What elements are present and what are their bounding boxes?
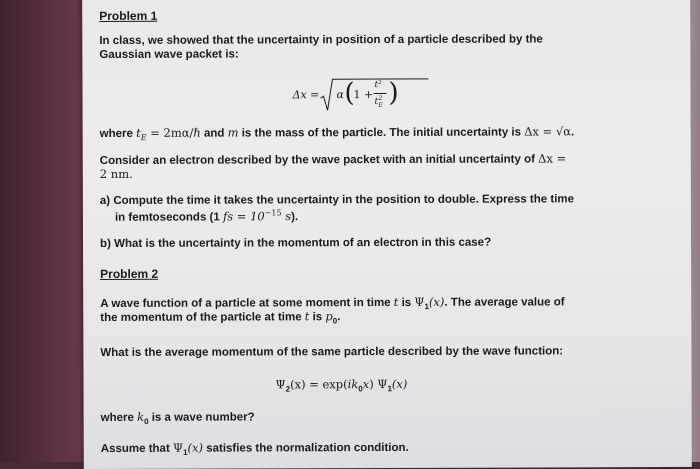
problem-2-line-1: A wave function of a particle at some moment in time t is $\Psi_1(x)$. The average value of xyxy=(100,294,565,312)
formula-lhs: Δx = xyxy=(292,88,320,102)
uncertainty-formula xyxy=(292,76,442,117)
problem-1-where-line: where $t_E$ = 2mα/ℏ and m is the mass of the particle. The initial uncertainty is Δx = √α. xyxy=(99,124,575,143)
problem-1-consider-line-1: Consider an electron described by the wave packet with an initial uncertainty of Δx = xyxy=(99,151,567,168)
problem-1-intro-line-2: Gaussian wave packet is: xyxy=(99,48,239,62)
formula-fraction-bar xyxy=(374,93,387,94)
problem-2-title: Problem 2 xyxy=(100,266,159,282)
problem-1-intro-line-1: In class, we showed that the uncertainty in position of a particle described by the xyxy=(99,33,543,48)
problem-2-where-k: where $k_0$ is a wave number? xyxy=(100,409,255,427)
formula-left-paren: ( xyxy=(344,78,355,109)
problem-1-title: Problem 1 xyxy=(99,8,158,24)
wave-function-equation: $\Psi_2(x) = \exp(ik_0x)$ $\Psi_1(x)$ xyxy=(275,376,408,394)
formula-numerator: t² xyxy=(374,80,382,91)
problem-1-part-b: b) What is the uncertainty in the momentum of an electron in this case? xyxy=(100,236,492,251)
problem-2-question: What is the average momentum of the same particle described by the wave function: xyxy=(100,345,564,360)
problem-2-assume: Assume that $\Psi_1(x)$ satisfies the normalization condition. xyxy=(100,440,409,458)
formula-right-paren: ) xyxy=(388,77,399,108)
problem-2-line-2: the momentum of the particle at time t is $p_0$. xyxy=(100,309,341,326)
background-left xyxy=(0,0,90,462)
formula-one-plus: 1 + xyxy=(353,88,374,102)
formula-denominator: $t_E^2$ xyxy=(374,95,383,109)
paper-sheet xyxy=(82,0,692,469)
problem-1-part-a-line-2: in femtoseconds (1 fs = $10^{-15}$ s). xyxy=(114,208,299,224)
problem-1-consider-line-2: 2 nm. xyxy=(99,166,133,182)
problem-1-part-a-line-1: a) Compute the time it takes the uncertainty in the position to double. Express the time xyxy=(99,193,575,208)
formula-alpha: α xyxy=(336,88,344,102)
